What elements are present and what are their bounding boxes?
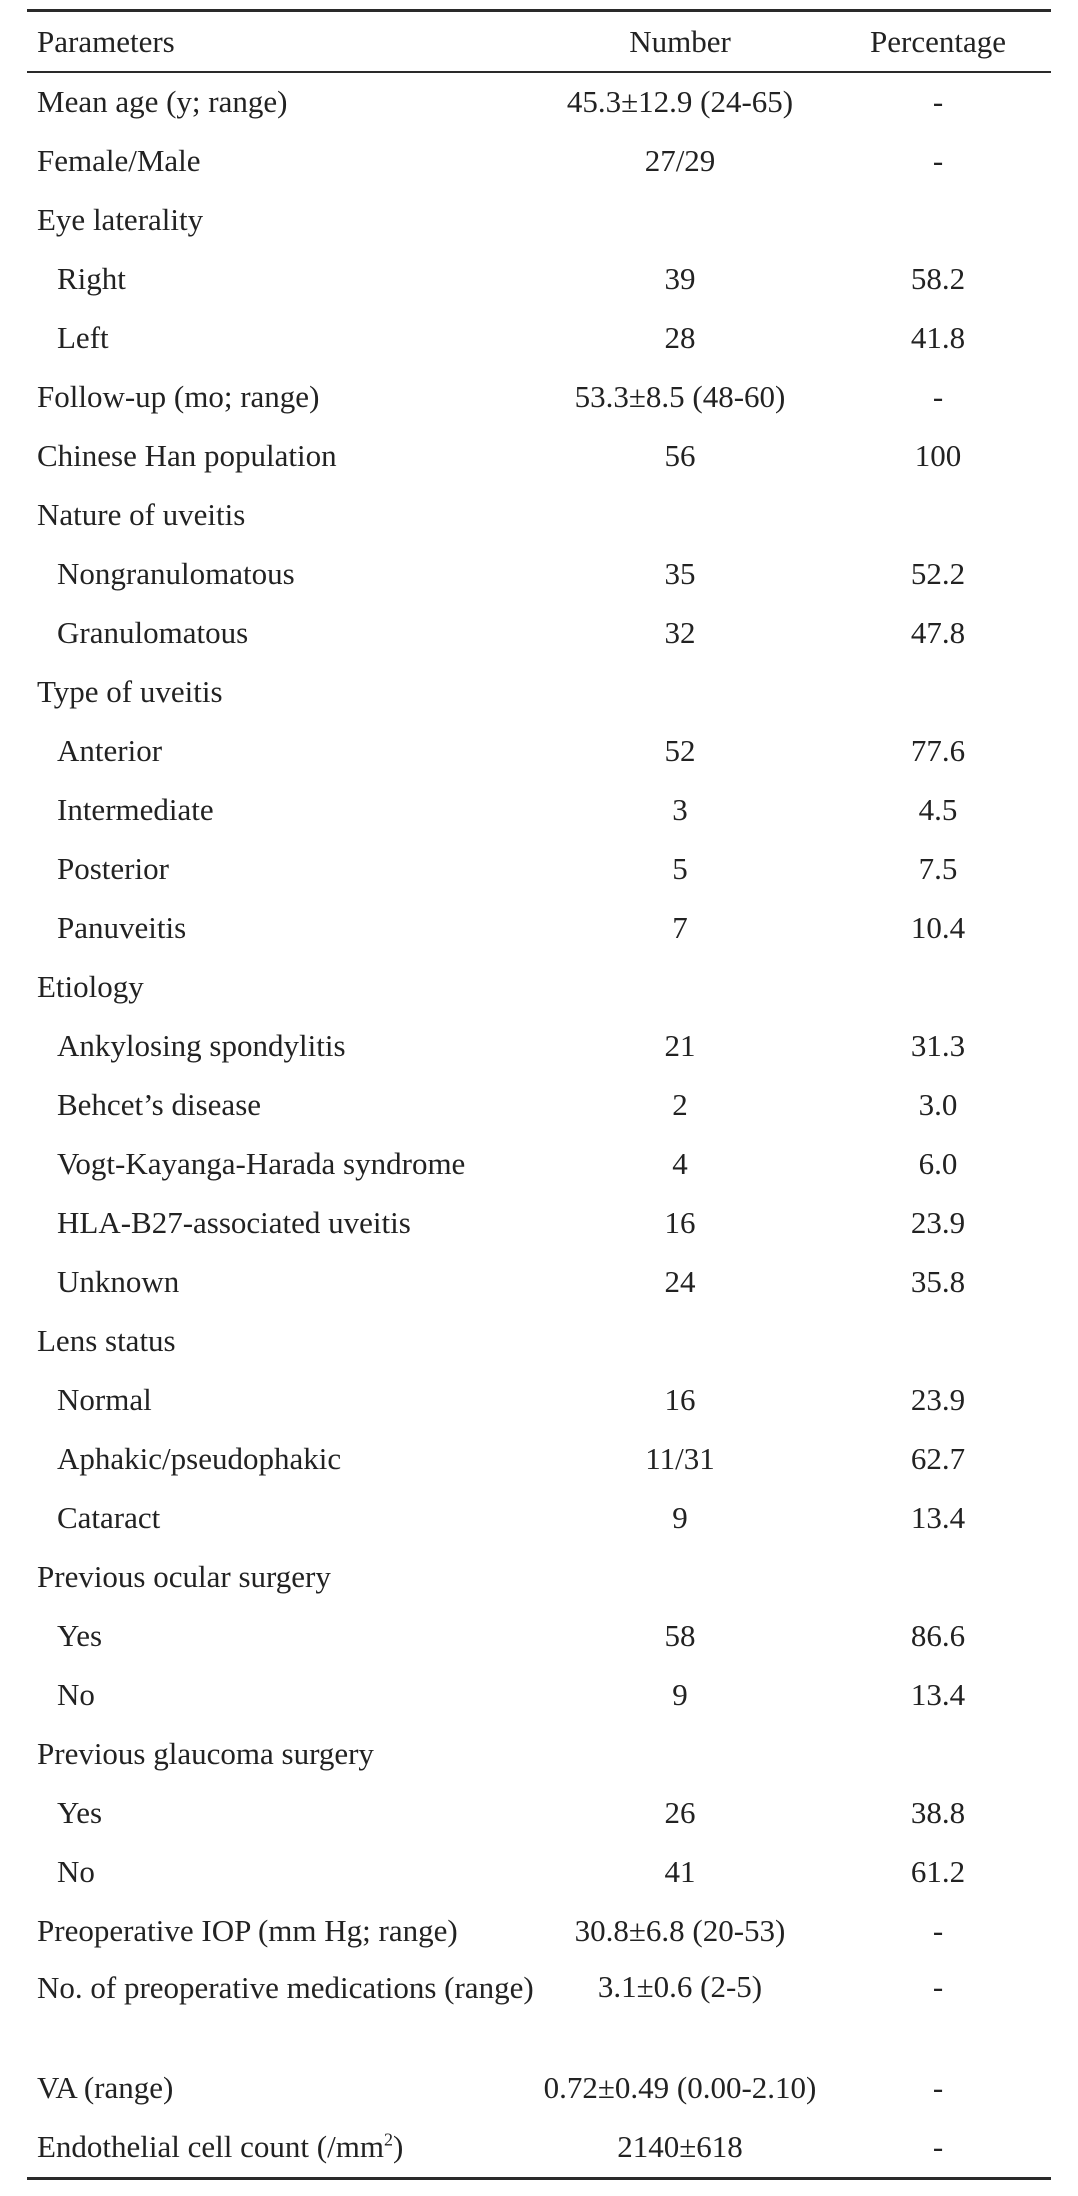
row-number: [535, 663, 825, 722]
row-parameter: Preoperative IOP (mm Hg; range): [37, 1913, 458, 1948]
row-percentage: 58.2: [910, 261, 966, 296]
row-number: [535, 958, 825, 1017]
row-number: 3.1±0.6 (2-5): [597, 1968, 763, 2004]
row-percentage: -: [932, 2129, 944, 2164]
row-parameter: Type of uveitis: [37, 674, 223, 709]
table-row: [27, 1371, 1051, 1430]
row-number: 0.72±0.49 (0.00-2.10): [543, 2070, 817, 2105]
row-parameter: Nongranulomatous: [57, 556, 295, 591]
row-parameter: Chinese Han population: [37, 438, 337, 473]
row-number: 30.8±6.8 (20-53): [574, 1913, 786, 1948]
row-percentage: [825, 1725, 1051, 1784]
row-number: [535, 1312, 825, 1371]
table-row: [27, 1253, 1051, 1312]
row-number: 52: [664, 733, 696, 768]
row-percentage: 31.3: [910, 1028, 966, 1063]
row-parameter: Left: [57, 320, 109, 355]
header-row: [27, 12, 1051, 71]
row-number: 9: [672, 1500, 688, 1535]
row-number: 39: [664, 261, 696, 296]
row-parameter: Yes: [57, 1618, 103, 1653]
row-parameter: Anterior: [57, 733, 163, 768]
table-row: [27, 1312, 1051, 1371]
row-number: [535, 191, 825, 250]
header-parameters: Parameters: [37, 23, 175, 59]
table-row: [27, 1135, 1051, 1194]
table-row: [27, 1961, 1051, 2059]
table-row: [27, 722, 1051, 781]
row-number: [535, 1725, 825, 1784]
table-row: [27, 899, 1051, 958]
row-percentage: [825, 958, 1051, 1017]
row-parameter: Previous glaucoma surgery: [37, 1736, 374, 1771]
row-number: 53.3±8.5 (48-60): [574, 379, 786, 414]
table-row: [27, 840, 1051, 899]
row-parameter: No. of preoperative medications (range): [37, 1969, 534, 2005]
table-row: [27, 1430, 1051, 1489]
table-row: [27, 368, 1051, 427]
table-row: [27, 191, 1051, 250]
row-percentage: -: [932, 84, 944, 119]
bottom-rule: [27, 2177, 1051, 2180]
row-parameter: No: [57, 1677, 95, 1712]
parameters-table-body: [27, 73, 1051, 2177]
row-percentage: 6.0: [918, 1146, 958, 1181]
row-percentage: -: [932, 1913, 944, 1948]
row-parameter: VA (range): [37, 2070, 174, 2105]
row-number: 28: [664, 320, 696, 355]
row-parameter: Aphakic/pseudophakic: [57, 1441, 342, 1476]
row-percentage: -: [932, 1968, 944, 2004]
table-row: [27, 604, 1051, 663]
table-row: [27, 2059, 1051, 2118]
row-percentage: 41.8: [910, 320, 966, 355]
row-parameter: Lens status: [37, 1323, 176, 1358]
row-percentage: 23.9: [910, 1382, 966, 1417]
table-row: [27, 1902, 1051, 1961]
row-percentage: 52.2: [910, 556, 966, 591]
row-number: 7: [672, 910, 688, 945]
table-row: [27, 73, 1051, 132]
row-percentage: 13.4: [910, 1500, 966, 1535]
row-parameter: HLA-B27-associated uveitis: [57, 1205, 411, 1240]
table-row: [27, 545, 1051, 604]
row-percentage: 4.5: [918, 792, 958, 827]
row-number: [535, 486, 825, 545]
param-text: Endothelial cell count (/mm: [37, 2129, 384, 2164]
table-row: [27, 2118, 1051, 2177]
row-parameter: Posterior: [57, 851, 169, 886]
row-parameter: Right: [57, 261, 126, 296]
table-row: [27, 132, 1051, 191]
row-parameter: Etiology: [37, 969, 144, 1004]
table-row: [27, 1607, 1051, 1666]
row-percentage: 7.5: [918, 851, 958, 886]
table-row: [27, 1076, 1051, 1135]
table-row: [27, 427, 1051, 486]
row-number: 45.3±12.9 (24-65): [566, 84, 794, 119]
row-parameter: Eye laterality: [37, 202, 204, 237]
row-percentage: 100: [914, 438, 962, 473]
row-parameter: [27, 2118, 535, 2177]
table-row: [27, 486, 1051, 545]
row-number: 21: [664, 1028, 696, 1063]
row-parameter: Follow-up (mo; range): [37, 379, 320, 414]
row-number: 24: [664, 1264, 696, 1299]
row-number: 35: [664, 556, 696, 591]
row-percentage: 62.7: [910, 1441, 966, 1476]
table-row: [27, 781, 1051, 840]
row-parameter: Vogt-Kayanga-Harada syndrome: [57, 1146, 466, 1181]
row-parameter: Unknown: [57, 1264, 180, 1299]
table-row: [27, 663, 1051, 722]
header-number: Number: [629, 23, 731, 59]
row-parameter: Nature of uveitis: [37, 497, 246, 532]
row-percentage: [825, 486, 1051, 545]
row-number: 41: [664, 1854, 696, 1889]
row-percentage: 10.4: [910, 910, 966, 945]
row-parameter: No: [57, 1854, 95, 1889]
row-number: [535, 1548, 825, 1607]
row-percentage: 23.9: [910, 1205, 966, 1240]
table-row: [27, 309, 1051, 368]
table-row: [27, 1784, 1051, 1843]
row-number: 11/31: [645, 1441, 715, 1476]
row-parameter: Mean age (y; range): [37, 84, 288, 119]
row-percentage: 47.8: [910, 615, 966, 650]
header-percentage: Percentage: [870, 23, 1006, 59]
row-number: 9: [672, 1677, 688, 1712]
row-percentage: 3.0: [918, 1087, 958, 1122]
row-parameter: Granulomatous: [57, 615, 249, 650]
row-percentage: 13.4: [910, 1677, 966, 1712]
table-row: [27, 958, 1051, 1017]
row-number: 56: [664, 438, 696, 473]
row-percentage: 38.8: [910, 1795, 966, 1830]
row-percentage: 77.6: [910, 733, 966, 768]
parameters-table: [27, 12, 1051, 71]
table-row: [27, 1017, 1051, 1076]
row-percentage: 86.6: [910, 1618, 966, 1653]
row-parameter: Female/Male: [37, 143, 201, 178]
param-suffix: ): [392, 2129, 404, 2164]
row-number: 27/29: [644, 143, 716, 178]
row-parameter: Behcet’s disease: [57, 1087, 262, 1122]
row-number: 32: [664, 615, 696, 650]
row-parameter: Ankylosing spondylitis: [57, 1028, 346, 1063]
row-number: 3: [672, 792, 688, 827]
superscript: 2: [383, 2129, 393, 2150]
table-row: [27, 1489, 1051, 1548]
row-number: 2: [672, 1087, 688, 1122]
row-percentage: [825, 663, 1051, 722]
row-number: 5: [672, 851, 688, 886]
row-number: 2140±618: [617, 2129, 743, 2164]
table-container: [27, 9, 1051, 2180]
row-percentage: [825, 191, 1051, 250]
row-percentage: [825, 1312, 1051, 1371]
table-row: [27, 1666, 1051, 1725]
row-parameter: Cataract: [57, 1500, 161, 1535]
row-number: 58: [664, 1618, 696, 1653]
row-parameter: Intermediate: [57, 792, 214, 827]
table-row: [27, 1843, 1051, 1902]
row-number: 26: [664, 1795, 696, 1830]
row-parameter: Panuveitis: [57, 910, 187, 945]
table-row: [27, 1548, 1051, 1607]
row-percentage: [825, 1548, 1051, 1607]
table-row: [27, 1725, 1051, 1784]
row-percentage: -: [932, 2070, 944, 2105]
row-percentage: -: [932, 379, 944, 414]
table-row: [27, 250, 1051, 309]
row-number: 16: [664, 1382, 696, 1417]
row-number: 4: [672, 1146, 688, 1181]
row-parameter: Yes: [57, 1795, 103, 1830]
row-parameter: Normal: [57, 1382, 152, 1417]
row-percentage: 61.2: [910, 1854, 966, 1889]
table-row: [27, 1194, 1051, 1253]
row-parameter: Previous ocular surgery: [37, 1559, 331, 1594]
row-percentage: -: [932, 143, 944, 178]
row-percentage: 35.8: [910, 1264, 966, 1299]
row-number: 16: [664, 1205, 696, 1240]
